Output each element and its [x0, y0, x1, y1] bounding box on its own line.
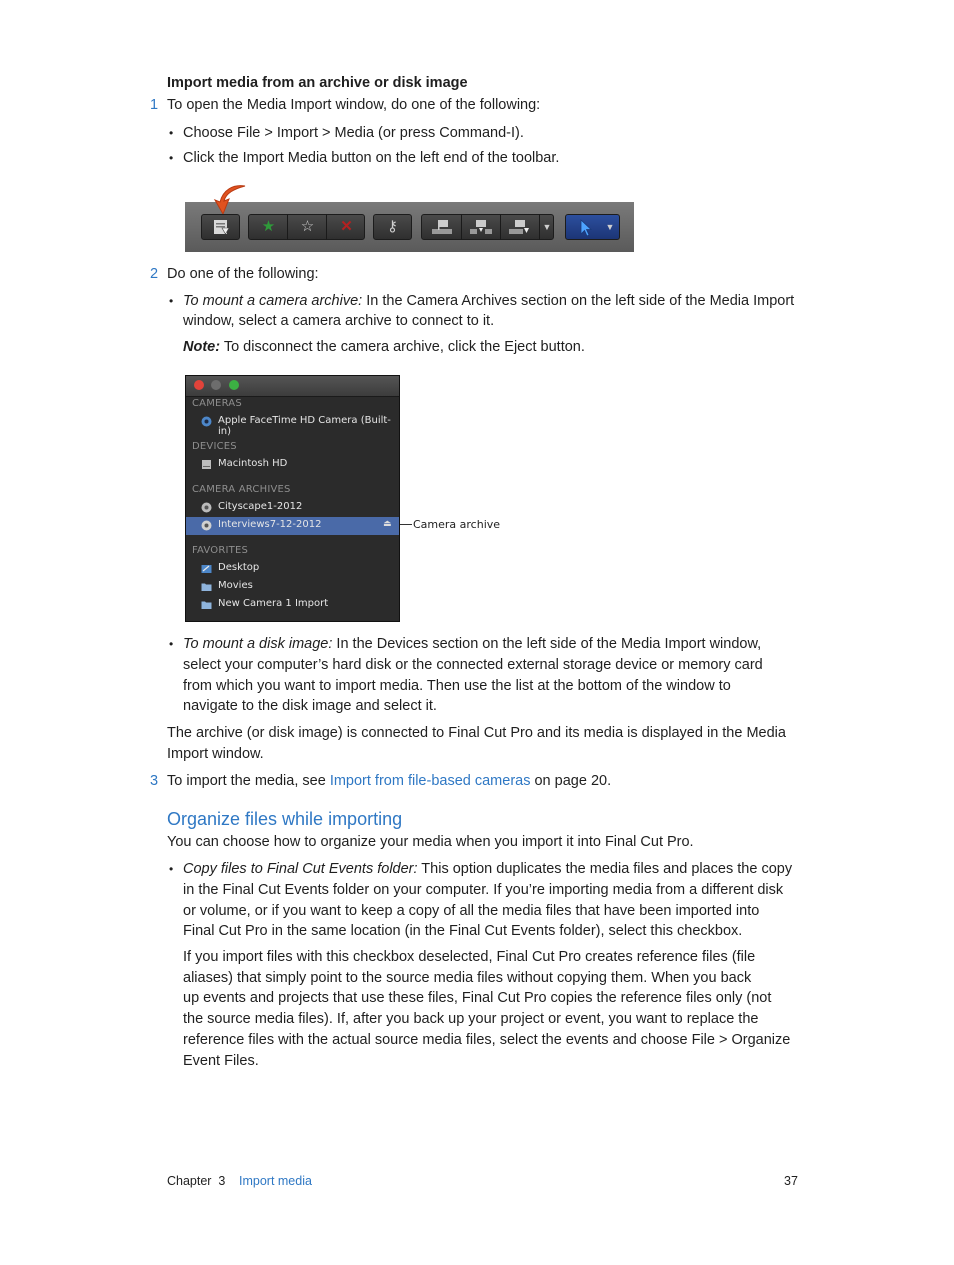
step-text: To import the media, see Import from file-based cameras on page 20.: [167, 773, 612, 789]
import-cameras-link[interactable]: Import from file-based cameras: [329, 773, 531, 789]
zoom-window-icon[interactable]: [229, 380, 239, 390]
sidebar-item-archive[interactable]: Cityscape1-2012: [186, 499, 399, 517]
toolbar-screenshot: [185, 202, 634, 252]
import-icon: [213, 219, 230, 236]
step-number: 1: [150, 97, 159, 113]
folder-icon: [201, 581, 212, 592]
import-media-button[interactable]: [201, 214, 240, 240]
section-label-devices: DEVICES: [192, 441, 237, 452]
section-label-cameras: CAMERAS: [192, 398, 242, 409]
paragraph-line: If you import files with this checkbox deselected, Final Cut Pro creates reference files (file: [183, 949, 756, 965]
close-window-icon[interactable]: [194, 380, 204, 390]
footer-chapter: Chapter 3: [167, 1174, 226, 1188]
sidebar-item-favorite[interactable]: Desktop: [186, 560, 399, 578]
archive-icon: [201, 502, 212, 513]
sidebar-item-camera[interactable]: Apple FaceTime HD Camera (Built-in): [186, 413, 399, 431]
callout-line: [400, 524, 412, 525]
paragraph-line: aliases) that simply point to the source media files without copying them. When you back: [183, 970, 752, 986]
paragraph-line: up events and projects that use these files, Final Cut Pro copies the reference files only (not: [183, 990, 772, 1006]
page-number: 37: [784, 1174, 798, 1188]
media-import-sidebar: [185, 375, 400, 622]
bullet-text: from which you want to import media. Then use the list at the bottom of the window to: [183, 678, 731, 694]
connect-clip-icon[interactable]: [430, 219, 454, 236]
bullet-text: select your computer’s hard disk or the connected external storage device or memory card: [183, 657, 763, 673]
bullet-text: navigate to the disk image and select it.: [183, 698, 437, 714]
bullet-dot: •: [169, 637, 174, 651]
section-heading: Organize files while importing: [167, 809, 403, 829]
key-icon: ⚷: [387, 218, 398, 235]
hard-disk-icon: [201, 459, 212, 470]
bullet-dot: •: [169, 862, 174, 876]
paragraph: Import window.: [167, 746, 264, 762]
paragraph: The archive (or disk image) is connected to Final Cut Pro and its media is displayed in the Media: [167, 725, 786, 741]
sidebar-item-favorite[interactable]: New Camera 1 Import: [186, 596, 399, 614]
edit-button-group: [421, 214, 554, 240]
step-number: 2: [150, 266, 159, 282]
note: Note: To disconnect the camera archive, click the Eject button.: [183, 339, 585, 355]
step-text: To open the Media Import window, do one of the following:: [167, 97, 541, 113]
folder-icon: [201, 599, 212, 610]
bullet-text: Final Cut Pro in the same location (in the Final Cut Events folder), select this checkbox.: [183, 923, 743, 939]
bullet-dot: •: [169, 151, 174, 165]
bullet-text: Click the Import Media button on the left end of the toolbar.: [183, 150, 560, 166]
step-number: 3: [150, 773, 159, 789]
rating-button-group: [248, 214, 365, 240]
chevron-down-icon[interactable]: ▼: [542, 222, 552, 232]
bullet-dot: •: [169, 294, 174, 308]
desktop-folder-icon: [201, 563, 212, 574]
bullet-text: or volume, or if you want to keep a copy of all the media files that have been imported into: [183, 903, 760, 919]
paragraph: You can choose how to organize your media when you import it into Final Cut Pro.: [167, 834, 694, 850]
favorite-star-icon[interactable]: ★: [261, 218, 276, 235]
step-text: Do one of the following:: [167, 266, 319, 282]
sidebar-item-device[interactable]: Macintosh HD: [186, 456, 399, 474]
camera-icon: [201, 416, 212, 427]
window-titlebar: [186, 376, 399, 397]
paragraph-line: the source media files). If, after you back up your project or event, you want to replace the: [183, 1011, 759, 1027]
unrate-star-icon[interactable]: ☆: [300, 218, 315, 235]
tool-select-button[interactable]: [565, 214, 620, 240]
arrow-cursor-icon: [579, 219, 593, 237]
reject-x-icon[interactable]: ✕: [340, 218, 353, 235]
pointer-arrow-icon: [207, 182, 249, 218]
keyword-button[interactable]: [373, 214, 412, 240]
bullet-text: Copy files to Final Cut Events folder: This option duplicates the media files and places the copy: [183, 861, 793, 877]
bullet-text: Choose File > Import > Media (or press Command-I).: [183, 125, 524, 141]
section-label-favorites: FAVORITES: [192, 545, 249, 556]
bullet-text: To mount a disk image: In the Devices section on the left side of the Media Import window,: [183, 636, 762, 652]
bullet-text: To mount a camera archive: In the Camera Archives section on the left side of the Media Import: [183, 293, 795, 309]
bullet-text: in the Final Cut Events folder on your computer. If you’re importing media from a different disk: [183, 882, 784, 898]
sidebar-item-favorite[interactable]: Movies: [186, 578, 399, 596]
paragraph-line: reference files with the actual source media files, select the events and choose File > Organize: [183, 1032, 791, 1048]
append-clip-icon[interactable]: [508, 219, 532, 236]
section-label-camera-archives: CAMERA ARCHIVES: [192, 484, 291, 495]
bullet-text: window, select a camera archive to connect to it.: [183, 313, 495, 329]
bullet-dot: •: [169, 126, 174, 140]
archive-icon: [201, 520, 212, 531]
eject-icon[interactable]: ⏏: [383, 519, 392, 529]
chevron-down-icon: ▼: [605, 222, 615, 232]
section-heading: Import media from an archive or disk image: [167, 75, 468, 91]
callout-label: Camera archive: [413, 518, 501, 531]
paragraph-line: Event Files.: [183, 1053, 259, 1069]
footer-chapter-link[interactable]: Import media: [239, 1174, 312, 1188]
sidebar-item-archive-selected[interactable]: Interviews7-12-2012 ⏏: [186, 517, 399, 535]
minimize-window-icon[interactable]: [211, 380, 221, 390]
insert-clip-icon[interactable]: [469, 219, 493, 236]
